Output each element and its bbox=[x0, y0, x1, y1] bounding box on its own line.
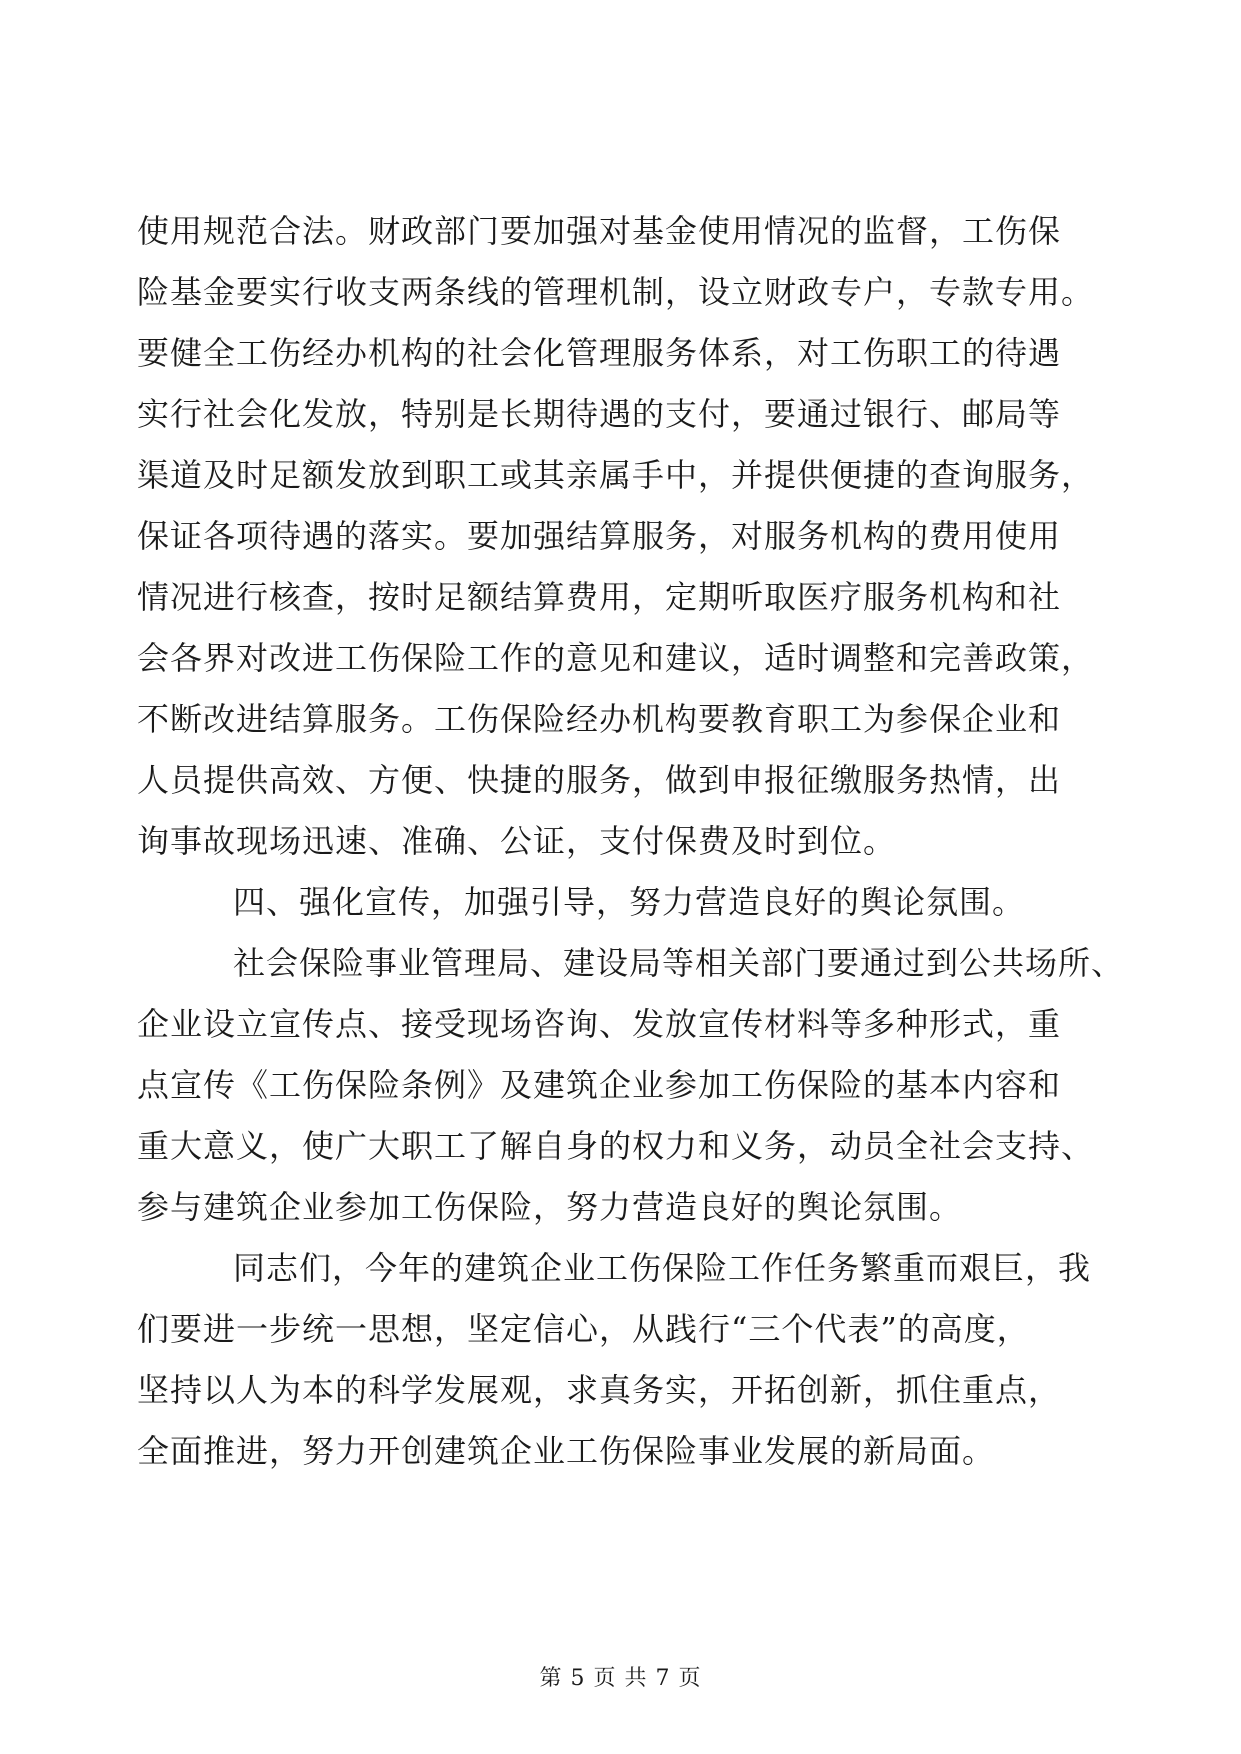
page-number-footer: 第 5 页 共 7 页 bbox=[539, 1666, 702, 1691]
body-text-line: 同志们，今年的建筑企业工伤保险工作任务繁重而艰巨，我 bbox=[233, 1249, 1092, 1287]
body-text-line: 们要进一步统一思想，坚定信心，从践行“三个代表”的高度， bbox=[137, 1310, 1030, 1348]
body-text-line: 渠道及时足额发放到职工或其亲属手中，并提供便捷的查询服务， bbox=[137, 456, 1095, 494]
section-heading: 四、强化宣传，加强引导，努力营造良好的舆论氛围。 bbox=[233, 883, 1026, 921]
body-text-line: 保证各项待遇的落实。要加强结算服务，对服务机构的费用使用 bbox=[137, 517, 1062, 555]
body-text-line: 参与建筑企业参加工伤保险，努力营造良好的舆论氛围。 bbox=[137, 1188, 963, 1226]
body-text-line: 实行社会化发放，特别是长期待遇的支付，要通过银行、邮局等 bbox=[137, 395, 1062, 433]
body-text-line: 社会保险事业管理局、建设局等相关部门要通过到公共场所、 bbox=[233, 944, 1125, 982]
body-text-line: 重大意义，使广大职工了解自身的权力和义务，动员全社会支持、 bbox=[137, 1127, 1095, 1165]
body-text-line: 人员提供高效、方便、快捷的服务，做到申报征缴服务热情，出 bbox=[137, 761, 1062, 799]
body-text-line: 会各界对改进工伤保险工作的意见和建议，适时调整和完善政策， bbox=[137, 639, 1095, 677]
body-text-line: 企业设立宣传点、接受现场咨询、发放宣传材料等多种形式，重 bbox=[137, 1005, 1062, 1043]
body-text-line: 全面推进，努力开创建筑企业工伤保险事业发展的新局面。 bbox=[137, 1432, 996, 1470]
body-text-line: 询事故现场迅速、准确、公证，支付保费及时到位。 bbox=[137, 822, 897, 860]
body-text-line: 坚持以人为本的科学发展观，求真务实，开拓创新，抓住重点， bbox=[137, 1371, 1062, 1409]
body-text-line: 险基金要实行收支两条线的管理机制，设立财政专户，专款专用。 bbox=[137, 273, 1095, 311]
body-text-line: 使用规范合法。财政部门要加强对基金使用情况的监督，工伤保 bbox=[137, 212, 1062, 250]
body-text-line: 情况进行核查，按时足额结算费用，定期听取医疗服务机构和社 bbox=[137, 578, 1062, 616]
body-text-line: 要健全工伤经办机构的社会化管理服务体系，对工伤职工的待遇 bbox=[137, 334, 1062, 372]
body-text-line: 点宣传《工伤保险条例》及建筑企业参加工伤保险的基本内容和 bbox=[137, 1066, 1062, 1104]
body-text-line: 不断改进结算服务。工伤保险经办机构要教育职工为参保企业和 bbox=[137, 700, 1062, 738]
